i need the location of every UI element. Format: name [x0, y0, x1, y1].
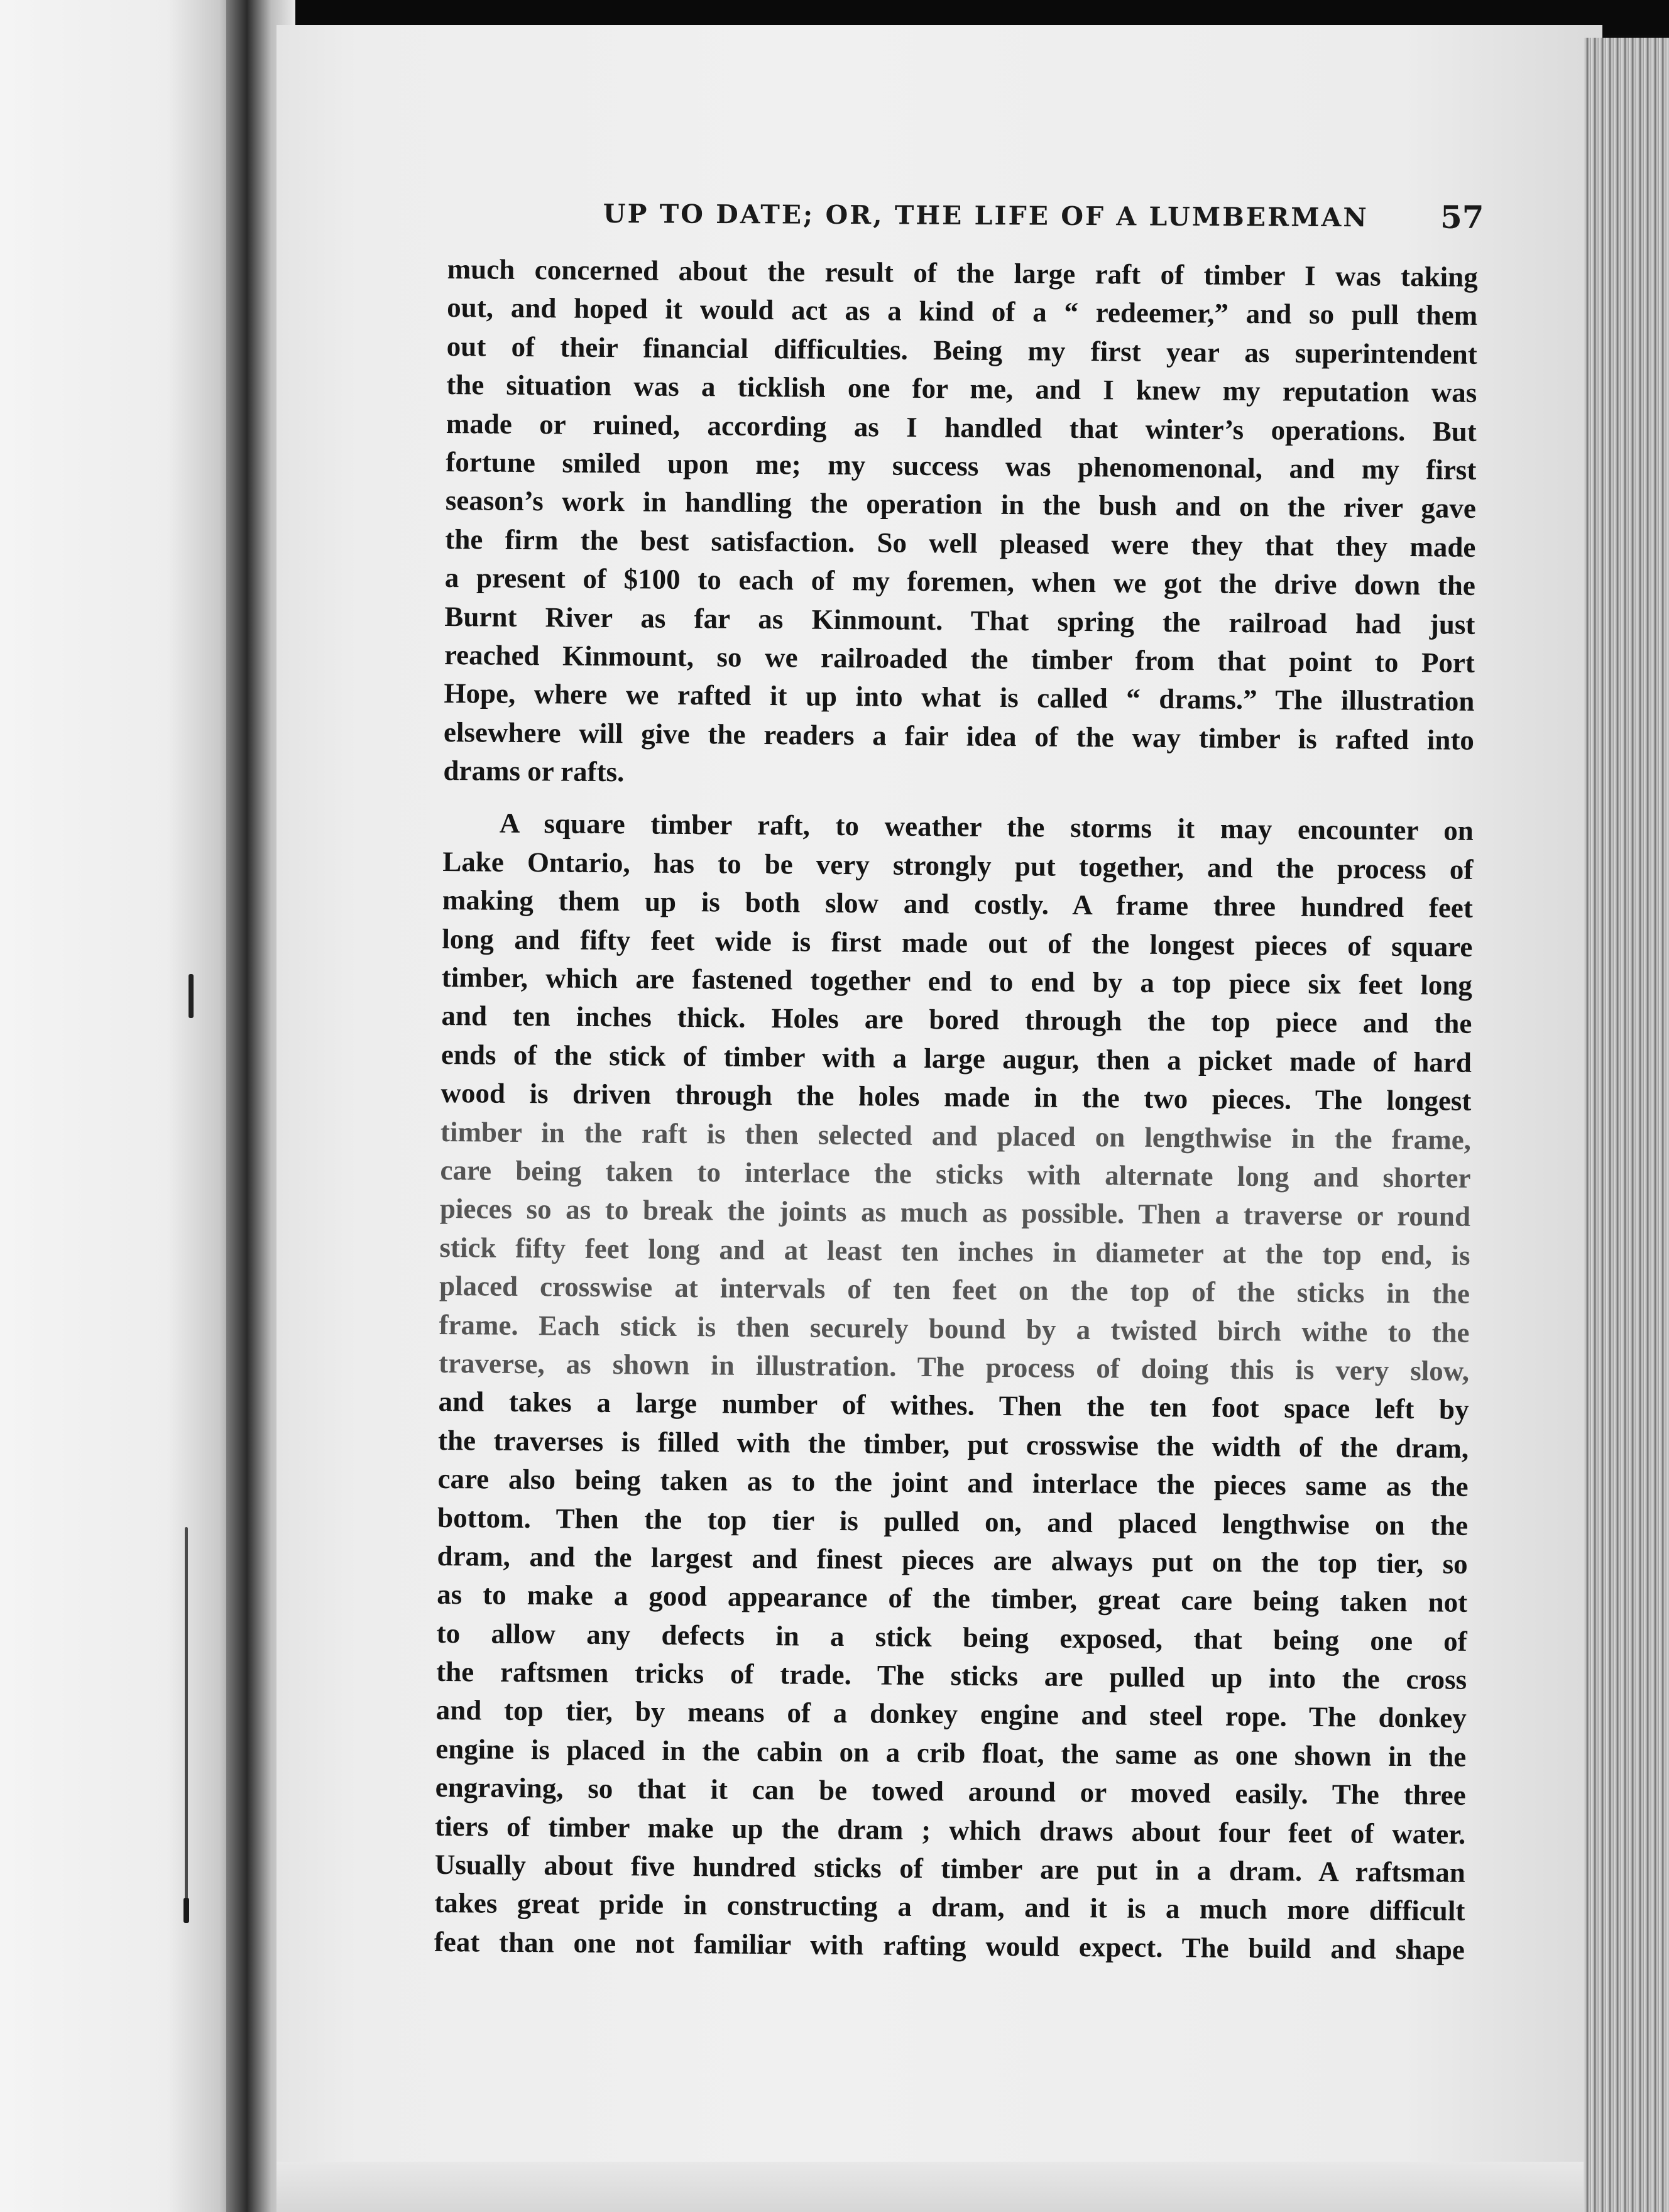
- text-line: the situation was a ticklish one for me, and I knew my reputation was: [446, 369, 1477, 409]
- binding-thread-mark: [185, 1527, 188, 1917]
- text-line: takes great pride in constructing a dram, and it is a much more difficult: [434, 1887, 1465, 1927]
- text-line: Hope, where we rafted it up into what is called “ drams.” The illustration: [444, 677, 1475, 718]
- text-line: placed crosswise at intervals of ten feet on the top of the sticks in the: [439, 1270, 1470, 1310]
- text-line: the raftsmen tricks of trade. The sticks are pulled up into the cross: [436, 1655, 1467, 1695]
- binding-thread-mark: [189, 974, 194, 1018]
- text-line: care being taken to interlace the sticks with alternate long and shorter: [440, 1154, 1471, 1194]
- page-edges-stack: [1584, 38, 1669, 2212]
- binding-thread-mark: [183, 1898, 189, 1923]
- text-line: Usually about five hundred sticks of timber are put in a dram. A raftsman: [434, 1848, 1465, 1888]
- text-line: Burnt River as far as Kinmount. That spring the railroad had just: [444, 600, 1475, 640]
- text-line: and takes a large number of withes. Then the ten foot space left by: [438, 1386, 1469, 1426]
- text-line: much concerned about the result of the large raft of timber I was taking: [447, 253, 1478, 293]
- text-line: A square timber raft, to weather the storms it may encounter on: [499, 808, 1474, 847]
- text-line: feat than one not familiar with rafting would expect. The build and shape: [434, 1925, 1465, 1966]
- text-line: and top tier, by means of a donkey engine and steel rope. The donkey: [435, 1694, 1467, 1734]
- text-line: season’s work in handling the operation in the bush and on the river gave: [445, 485, 1477, 525]
- text-line: bottom. Then the top tier is pulled on, and placed lengthwise on the: [437, 1501, 1469, 1541]
- text-line: care also being taken as to the joint and interlace the pieces same as the: [437, 1463, 1469, 1503]
- text-line: making them up is both slow and costly. A frame three hundred feet: [442, 884, 1474, 924]
- text-line: to allow any defects in a stick being exposed, that being one of: [436, 1617, 1467, 1657]
- text-line: out of their financial difficulties. Being my first year as superintendent: [446, 330, 1477, 370]
- text-line: made or ruined, according as I handled that winter’s operations. But: [446, 407, 1477, 447]
- text-line: traverse, as shown in illustration. The process of doing this is very slow,: [438, 1347, 1470, 1387]
- text-line: drams or rafts.: [443, 755, 625, 788]
- page-number: 57: [1440, 199, 1484, 236]
- text-line: reached Kinmount, so we railroaded the timber from that point to Port: [444, 638, 1475, 679]
- text-line: engraving, so that it can be towed around or moved easily. The three: [435, 1771, 1466, 1812]
- text-line: long and fifty feet wide is first made out of the longest pieces of square: [442, 923, 1473, 963]
- page-bottom-margin: [276, 2162, 1602, 2212]
- running-head: UP TO DATE; OR, THE LIFE OF A LUMBERMAN: [603, 199, 1369, 233]
- text-line: and ten inches thick. Holes are bored through the top piece and the: [441, 1000, 1472, 1040]
- left-page-verso: [0, 0, 239, 2212]
- text-line: dram, and the largest and finest pieces are always put on the top tier, so: [437, 1540, 1468, 1580]
- body-text: [434, 250, 1478, 1969]
- text-line: stick fifty feet long and at least ten inches in diameter at the top end, is: [439, 1231, 1470, 1271]
- text-line: the traverses is filled with the timber, put crosswise the width of the dram,: [437, 1424, 1469, 1464]
- text-line: timber, which are fastened together end to end by a top piece six feet long: [441, 961, 1473, 1001]
- paragraph-2: [434, 804, 1474, 1969]
- text-line: pieces so as to break the joints as much as possible. Then a traverse or round: [439, 1193, 1471, 1233]
- text-line: tiers of timber make up the dram ; which draws about four feet of water.: [435, 1810, 1466, 1850]
- text-line: as to make a good appearance of the timber, great care being taken not: [437, 1579, 1468, 1619]
- text-line: frame. Each stick is then securely bound by a twisted birch withe to the: [439, 1308, 1470, 1349]
- text-line: the firm the best satisfaction. So well pleased were they that they made: [445, 523, 1476, 563]
- text-line: Lake Ontario, has to be very strongly put together, and the process of: [442, 845, 1474, 885]
- text-line: timber in the raft is then selected and placed on lengthwise in the frame,: [440, 1115, 1472, 1156]
- text-line: ends of the stick of timber with a large augur, then a picket made of hard: [441, 1038, 1472, 1078]
- text-line: wood is driven through the holes made in the two pieces. The longest: [441, 1077, 1472, 1117]
- paragraph-1: [443, 250, 1478, 798]
- text-line: fortune smiled upon me; my success was phenomenonal, and my first: [446, 446, 1477, 486]
- text-line: out, and hoped it would act as a kind of a “ redeemer,” and so pull them: [447, 292, 1478, 332]
- text-line: engine is placed in the cabin on a crib float, the same as one shown in the: [435, 1733, 1467, 1773]
- text-line: elsewhere will give the readers a fair idea of the way timber is rafted into: [443, 716, 1475, 756]
- text-line: a present of $100 to each of my foremen, when we got the drive down the: [444, 562, 1476, 601]
